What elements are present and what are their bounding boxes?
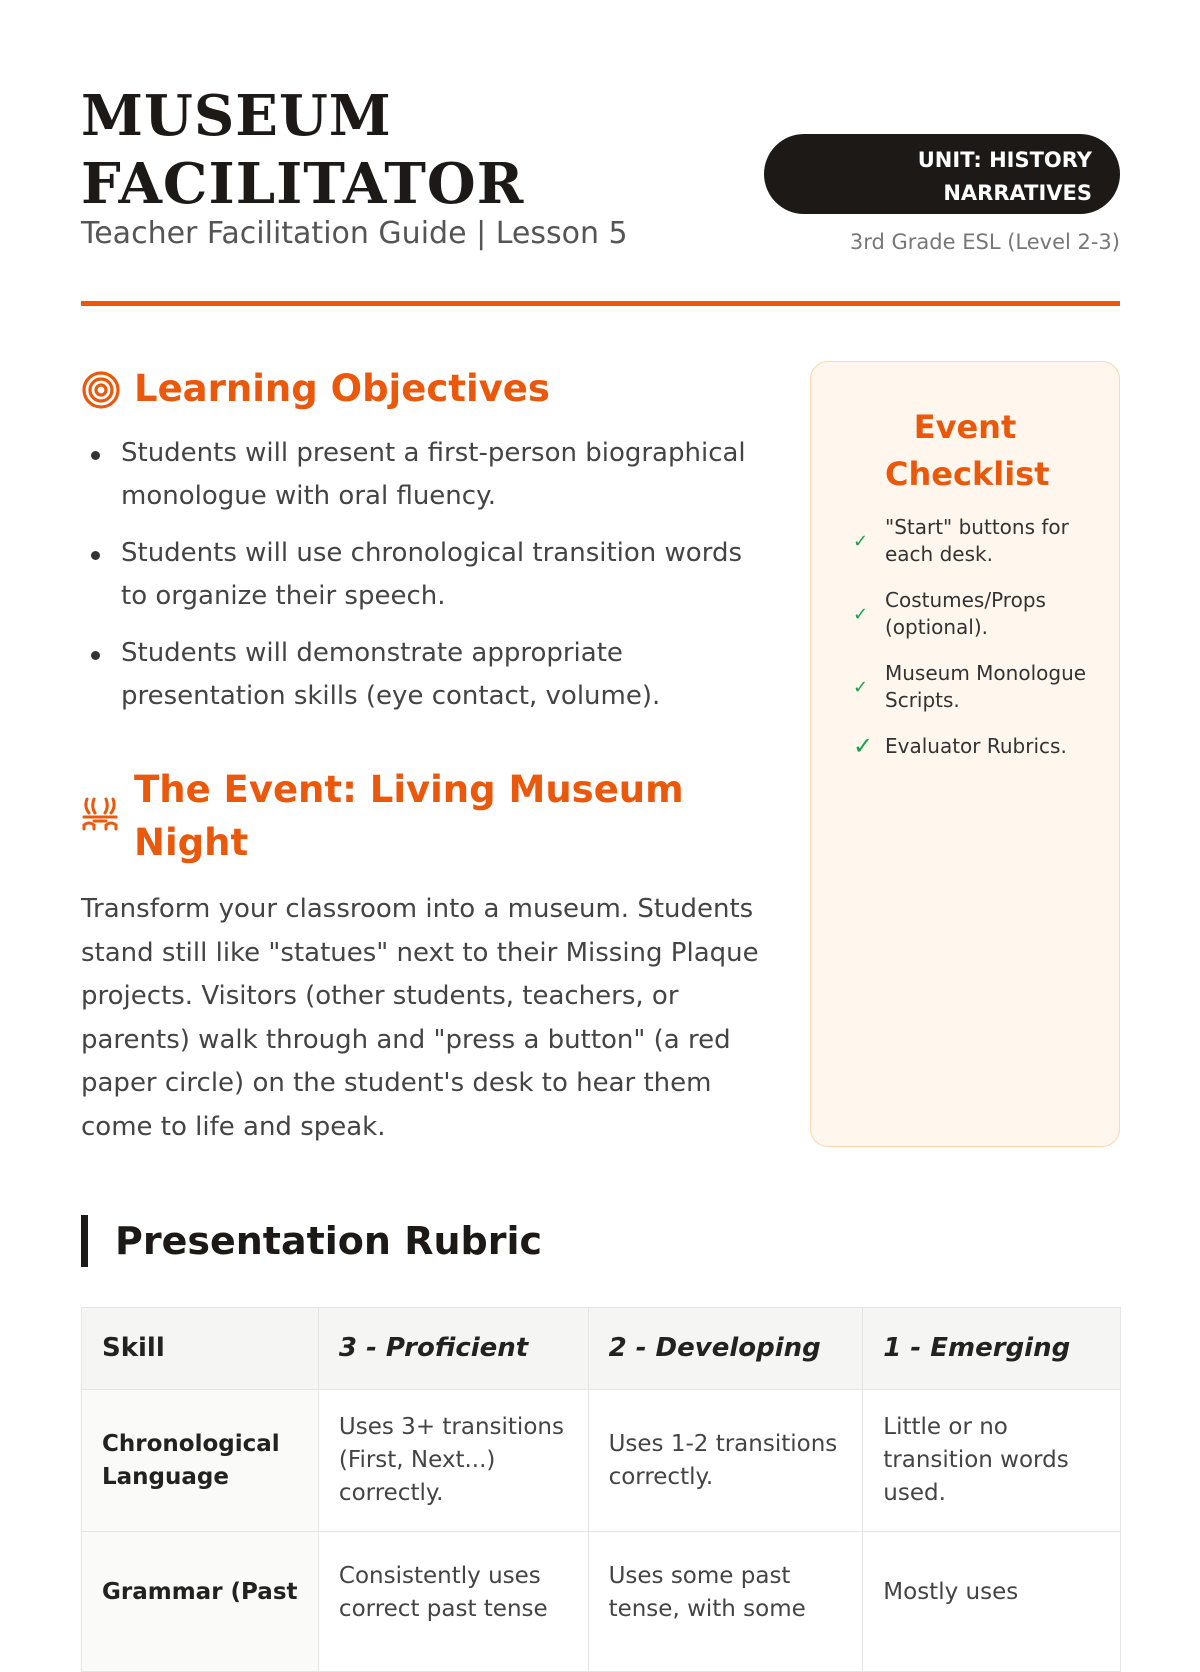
title-line: FACILITATOR: [81, 151, 525, 217]
badge-line: NARRATIVES: [943, 181, 1092, 205]
list-item: Students will present a first-person biographical monologue with oral fluency.: [81, 432, 761, 518]
table-cell: Uses 1-2 transitions correctly.: [588, 1390, 863, 1532]
checklist-item: [853, 660, 1119, 714]
event-checklist-panel: [810, 361, 1120, 1147]
badge-line: UNIT: HISTORY: [917, 148, 1092, 172]
column-header: 1 - Emerging: [863, 1308, 1121, 1390]
checklist-item: [853, 587, 1119, 641]
rubric-heading: Presentation Rubric: [81, 1215, 542, 1267]
list-item: Students will use chronological transition words to organize their speech.: [81, 532, 761, 618]
unit-badge: [764, 134, 1120, 214]
list-item: Students will demonstrate appropriate presentation skills (eye contact, volume).: [81, 632, 761, 718]
event-description: Transform your classroom into a museum. Students stand still like "statues" next to their Missing Plaque projects. Visitors (other students, teachers, or parents) walk through and "press a button" (a red paper circle) on the student's desk to hear them come to life and speak.: [81, 894, 759, 1142]
header-divider: [81, 301, 1120, 306]
grade-level: 3rd Grade ESL (Level 2-3): [849, 230, 1120, 254]
target-icon: [81, 370, 121, 410]
check-icon: ✓: [853, 530, 869, 552]
check-icon: ✓: [853, 676, 869, 698]
page-title: [81, 82, 524, 218]
checklist-item-label: Museum Monologue Scripts.: [885, 661, 1087, 712]
column-header: Skill: [82, 1308, 319, 1390]
checklist-item-label: "Start" buttons for each desk.: [885, 515, 1069, 566]
table-cell: Uses some past tense, with some: [588, 1532, 863, 1672]
table-cell: Chronological Language: [82, 1390, 319, 1532]
checklist-item: [853, 733, 1119, 760]
checklist-item: [853, 514, 1119, 568]
table-row: [82, 1390, 1121, 1532]
event-heading: The Event: Living Museum Night: [134, 768, 684, 864]
table-row: [82, 1532, 1121, 1672]
check-icon: ✓: [853, 603, 869, 625]
checklist-item-label: Evaluator Rubrics.: [885, 734, 1067, 758]
check-icon: ✓: [853, 732, 874, 760]
column-header: 2 - Developing: [588, 1308, 863, 1390]
column-header: 3 - Proficient: [318, 1308, 588, 1390]
checklist-heading: [811, 404, 1119, 498]
checklist-item-label: Costumes/Props (optional).: [885, 588, 1046, 639]
table-cell: Grammar (Past: [82, 1532, 319, 1672]
theater-curtain-icon: [81, 795, 119, 833]
checklist-title: Event Checklist: [885, 408, 1050, 493]
table-cell: Little or no transition words used.: [863, 1390, 1121, 1532]
title-line: MUSEUM: [81, 83, 392, 149]
objectives-list: [81, 432, 761, 732]
subtitle: Teacher Facilitation Guide | Lesson 5: [81, 216, 628, 251]
table-cell: Consistently uses correct past tense: [318, 1532, 588, 1672]
rubric-table: [81, 1307, 1121, 1672]
table-cell: Uses 3+ transitions (First, Next...) correctly.: [318, 1390, 588, 1532]
table-cell: Mostly uses: [863, 1532, 1121, 1672]
objectives-heading: Learning Objectives: [134, 367, 550, 410]
